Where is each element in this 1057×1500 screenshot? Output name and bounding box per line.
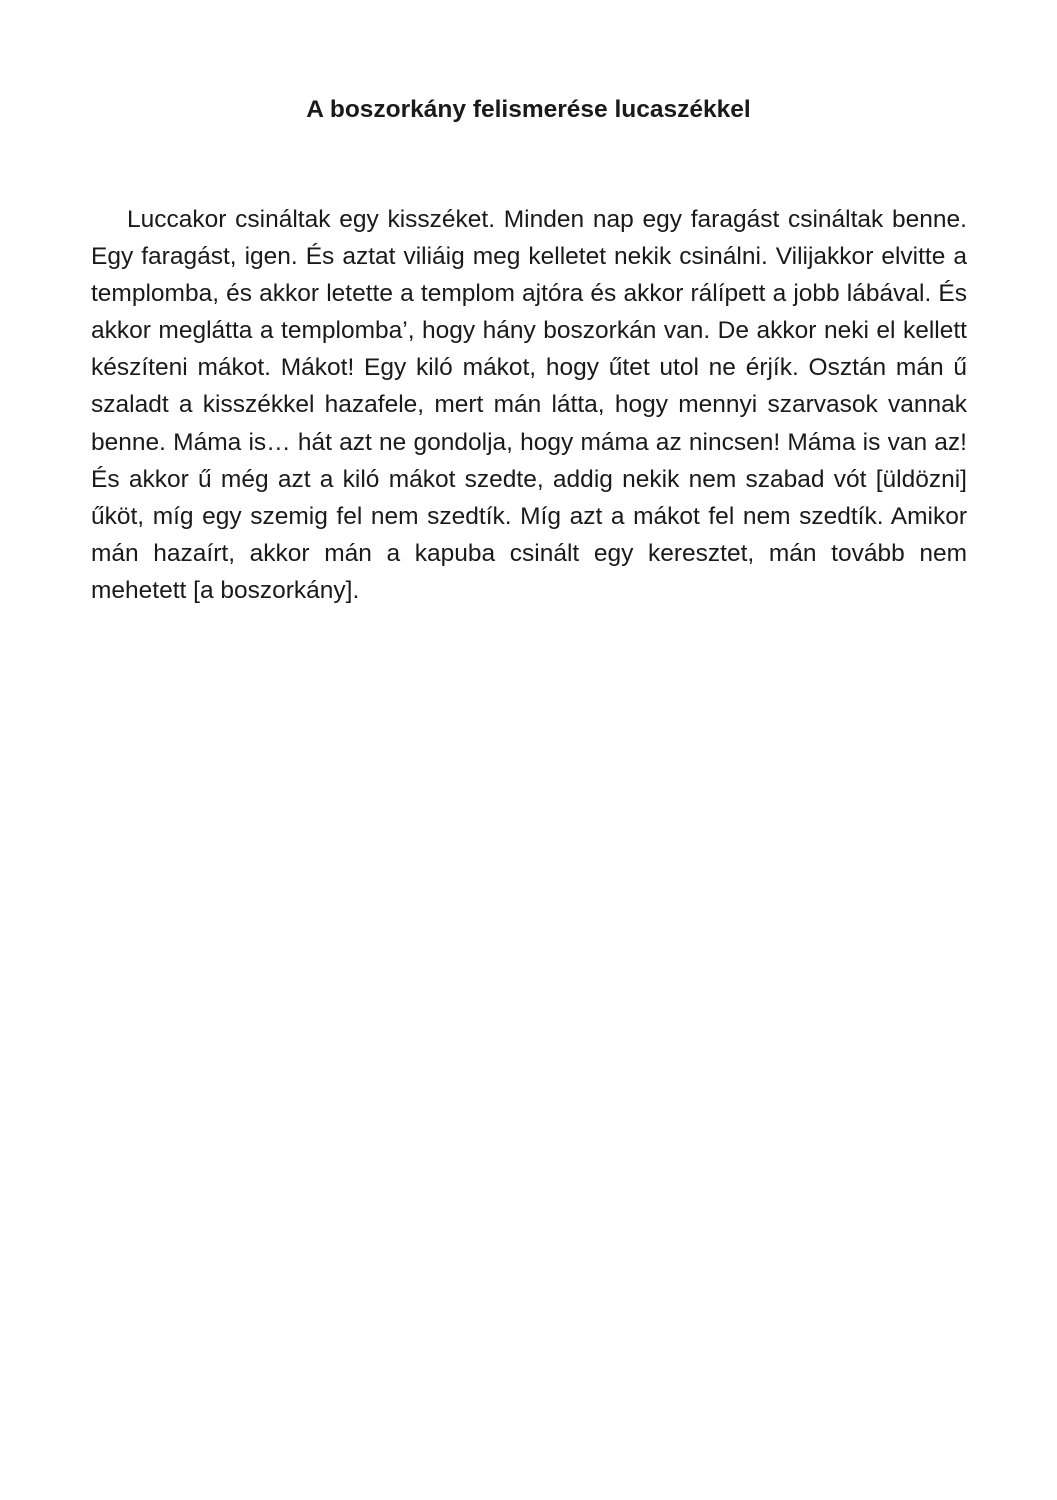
story-paragraph: Luccakor csináltak egy kisszéket. Minden nap egy faragást csináltak benne. Egy faragást, igen. És aztat viliáig meg kelletet nekik csinálni. Vilijakkor elvitte a templomba, és akkor letette a templom ajtóra és akkor rálípett a jobb lábával. És akkor meglátta a templomba’, hogy hány boszorkán van. De akkor neki el kellett készíteni mákot. Mákot! Egy kiló mákot, hogy űtet utol ne érjík. Osztán mán ű szaladt a kisszékkel hazafele, mert mán látta, hogy mennyi szarvasok vannak benne. Máma is… hát azt ne gondolja, hogy máma az nincsen! Máma is van az! És akkor ű még azt a kiló mákot szedte, addig nekik nem szabad vót [üldözni] űköt, míg egy szemig fel nem szedtík. Míg azt a mákot fel nem szedtík. Amikor mán hazaírt, akkor mán a kapuba csinált egy keresztet, mán tovább nem mehetett [a boszorkány]. xyxy=(91,206,967,604)
document-title: A boszorkány felismerése lucaszékkel xyxy=(306,96,751,123)
